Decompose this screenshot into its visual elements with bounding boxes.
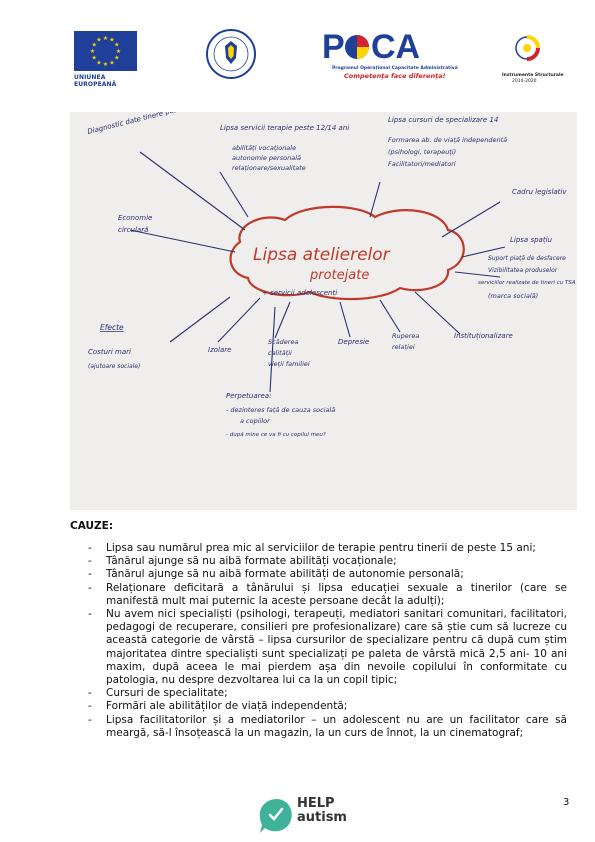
note-scaderea-3: vieții familiei [268, 360, 310, 368]
svg-text:★: ★ [114, 41, 120, 49]
note-ruperea-2: relației [392, 343, 415, 351]
section-title: CAUZE: [70, 520, 114, 532]
flipchart-photo [70, 112, 577, 510]
eu-label: UNIUNEA EUROPEANĂ [74, 74, 117, 88]
svg-text:★: ★ [109, 36, 115, 44]
note-depresie: Depresie [338, 338, 370, 346]
note-izolare: Izolare [208, 346, 232, 354]
is-title: Instrumente Structurale [502, 73, 564, 78]
list-item: - Formări ale abilităților de viață independentă; [70, 700, 567, 713]
svg-text:★: ★ [109, 59, 115, 67]
note-economie-2: circulară [118, 226, 149, 234]
romanian-government-logo [205, 28, 257, 80]
note-institutionalizare: Instituționalizare [454, 332, 513, 340]
svg-text:★: ★ [91, 41, 97, 49]
svg-text:★: ★ [102, 61, 109, 68]
note-scaderea-2: calității [268, 349, 292, 357]
note-spatiu: Lipsa spațiu [510, 236, 552, 244]
note-scaderea-1: Scăderea [268, 338, 299, 346]
list-item: - Tânărul ajunge să nu aibă formate abilități de autonomie personală; [70, 568, 567, 581]
causes-list [70, 542, 567, 740]
list-item: - Nu avem nici specialiști (psihologi, terapeuți, mediatori sanitari comunitari, facilitatori, pedagogi de recuperare, consilieri pre profesionalizare) care să știe cum să lucreze cu această categorie de vârstă – lipsa cursurilor de specializare pentru că după cum știm majoritatea dintre specialiști sunt specializați pe paleta de vârstă mică 2,5 ani- 10 ani maxim, după aceea le mai pierdem așa din nevoile copilului în conformitate cu patologia, nu despre dezvoltarea lui ca la un copil tipic; [70, 608, 567, 687]
note-abilitati-voc: abilități vocaționale [232, 144, 297, 152]
poca-tagline: Competența face diferența! [344, 72, 446, 80]
note-cadru: Cadru legislativ [512, 188, 567, 196]
svg-text:★: ★ [91, 54, 97, 62]
note-relationare: relaționare/sexualitate [232, 164, 306, 172]
note-cursuri-1: Lipsa cursuri de specializare 14 [388, 116, 499, 124]
note-cursuri-3: (psihologi, terapeuți) [388, 148, 457, 156]
list-item: - Lipsa facilitatorilor și a mediatorilor – un adolescent nu are un facilitator care să meargă, să-l însoțească la un magazin, la un curs de înnot, la un cinematograf; [70, 714, 567, 740]
list-item: - Relaționare deficitară a tânărului și lipsa educației sexuale a tinerilor (care se manifestă mult mai puternic la aceste persoane decât la adulți); [70, 582, 567, 608]
center-title-1: Lipsa atelierelor [253, 245, 390, 265]
note-suport-3: serviciilor realizate de tineri cu TSA [478, 280, 576, 286]
svg-text:★: ★ [115, 48, 122, 55]
note-autonomie: autonomie personală [232, 154, 301, 162]
note-costuri-1: Costuri mari [88, 348, 131, 356]
list-item: - Lipsa sau numărul prea mic al serviciilor de terapie pentru tinerii de peste 15 ani; [70, 542, 567, 555]
structural-instruments-logo [509, 30, 545, 66]
note-perpetuarea-2: - dezinteres față de cauza socială [226, 406, 336, 414]
svg-text:★: ★ [102, 35, 109, 42]
logo-help-text: HELP [297, 796, 335, 811]
svg-text:★: ★ [89, 48, 96, 55]
svg-text:★: ★ [96, 36, 102, 44]
note-suport-2: Vizibilitatea produselor [488, 267, 558, 274]
note-suport-1: Suport piață de desfacere [488, 255, 566, 262]
note-efecte: Efecte [100, 323, 124, 332]
poca-program-text: Programul Operațional Capacitate Administrativă [332, 66, 458, 71]
header-logos [0, 26, 595, 86]
list-item: - Tânărul ajunge să nu aibă formate abilități vocaționale; [70, 555, 567, 568]
eu-flag-logo [74, 31, 137, 71]
center-title-2: protejate [310, 268, 370, 283]
svg-text:CA: CA [371, 28, 421, 66]
note-ruperea-1: Ruperea [392, 332, 420, 340]
list-item: - Cursuri de specialitate; [70, 687, 567, 700]
center-sub: + servicii adolescenți [262, 289, 338, 297]
note-economie-1: Economie [118, 214, 153, 222]
note-cursuri-2: Formarea ab. de viață independentă [388, 136, 508, 144]
logo-autism-text: autism [297, 810, 347, 825]
page-number: 3 [563, 797, 570, 808]
note-lipsa-servicii: Lipsa servicii terapie peste 12/14 ani [220, 124, 350, 132]
note-perpetuarea-1: Perpetuarea: [226, 392, 272, 400]
is-years: 2014-2020 [512, 79, 537, 84]
note-cursuri-4: Facilitatori/mediatori [388, 160, 456, 168]
note-suport-4: (marca socială) [488, 292, 539, 300]
note-perpetuarea-4: - după mine ce va fi cu copilul meu? [226, 432, 326, 438]
svg-text:★: ★ [96, 59, 102, 67]
note-perpetuarea-3: a copiilor [240, 417, 270, 425]
note-costuri-2: (ajutoare sociale) [88, 363, 141, 370]
svg-text:★: ★ [114, 54, 120, 62]
svg-text:P: P [322, 28, 345, 66]
